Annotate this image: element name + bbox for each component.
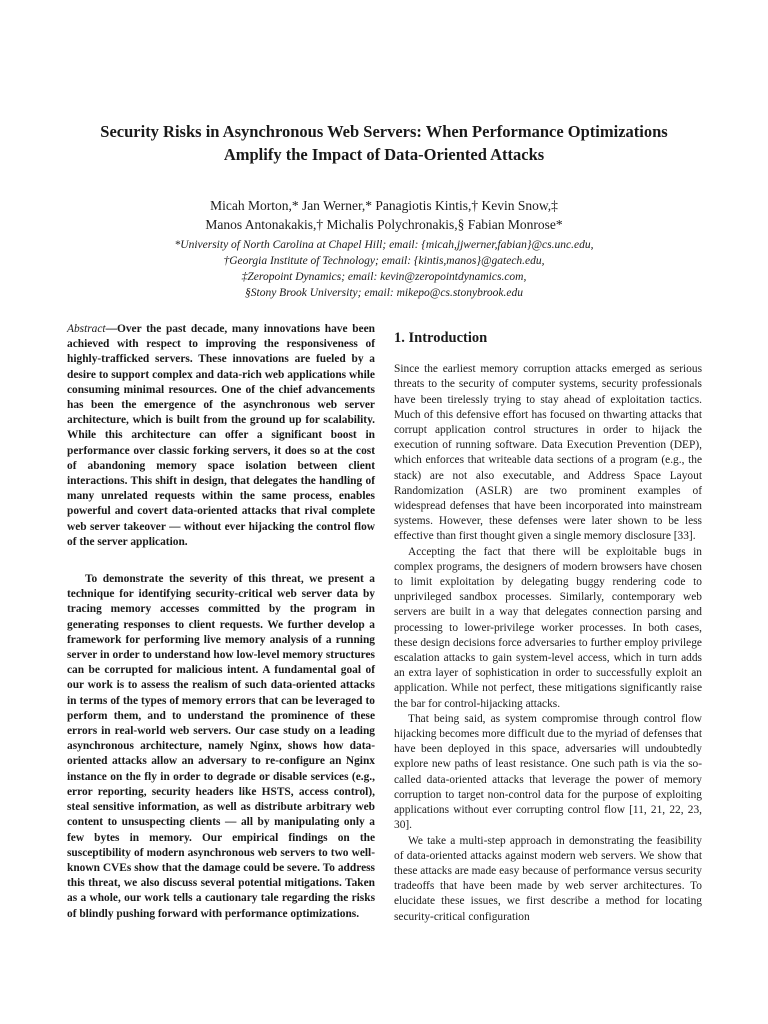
paper-title (60, 120, 708, 166)
affiliation-zeropoint: ‡Zeropoint Dynamics; email: kevin@zeropointdynamics.com, (241, 271, 527, 283)
intro-paragraph-2: Accepting the fact that there will be exploitable bugs in complex programs, the designers of modern browsers have chosen to limit exploitation by delegating buggy rendering code to unprivileged sandbox processes. Similarly, contemporary web servers are built in a way that delegates connection parsing and processing to lower-privilege worker processes. In both cases, these design decisions force adversaries to further employ privilege escalation attacks to gain system-level access, which in turn adds an extra layer of sophistication in order to successfully exploit an application. While not perfect, these mitigations significantly raise the bar for control-hijacking attacks. (394, 545, 702, 710)
abstract-text-1: —Over the past decade, many innovations have been achieved with respect to improving the responsiveness of highly-trafficked servers. These innovations are fueled by a desire to support complex and data-rich web applications while consuming minimal resources. One of the chief advancements has been the emergence of the asynchronous web server architecture, which is built from the ground up for scalability. While this architecture can offer a significant boost in performance over classic forking servers, it does so at the cost of abandoning memory space isolation between client interactions. This shift in design, that delegates the handling of many unrelated requests within the same process, enables powerful and covert data-oriented attacks that rival complete web server takeover — without ever hijacking the control flow of the server application. (67, 323, 375, 548)
authors-line-1: Micah Morton,* Jan Werner,* Panagiotis Kintis,† Kevin Snow,‡ (210, 198, 558, 213)
abstract-paragraph-2: To demonstrate the severity of this threat, we present a technique for identifying security-critical web server data by tracing memory accesses committed by the program in generating responses to client requests. We further develop a framework for performing live memory analysis of a running server in order to understand how low-level memory structures can be corrupted for malicious intent. A fundamental goal of our work is to assess the realism of such data-oriented attacks in terms of the types of memory errors that can be leveraged to perform them, and to understand the prominence of these errors in real-world web servers. Our case study on a leading asynchronous architecture, namely Nginx, shows how data-oriented attacks allow an adversary to re-configure an Nginx instance on the fly in order to degrade or disable services (e.g., error reporting, security headers like HSTS, access control), steal sensitive information, as well as distribute arbitrary web content to unsuspecting clients — all by manipulating only a few bytes in memory. Our empirical findings on the susceptibility of modern asynchronous web servers to two well-known CVEs show that the damage could be severe. To address this threat, we also discuss several potential mitigations. Taken as a whole, our work tells a cautionary tale regarding the risks of blindly pushing forward with performance optimizations. (67, 573, 375, 920)
intro-paragraph-1: Since the earliest memory corruption attacks emerged as serious threats to the security of computer systems, security professionals have been tirelessly trying to stay ahead of exploitation tactics. Much of this defensive effort has focused on thwarting attacks that corrupt application control structures in order to hijack the execution of running software. Data Execution Prevention (DEP), which enforces that writeable data sections of a program (e.g., the stack) are not also executable, and Address Space Layout Randomization (ASLR) are two prominent examples of widespread defenses that have been incorporated into mainstream systems. However, these defenses were later shown to be less effective than first thought given a single memory disclosure [33]. (394, 363, 702, 543)
intro-paragraph-4: We take a multi-step approach in demonstrating the feasibility of data-oriented attacks against modern web servers. We show that these attacks are made easy because of performance versus security tradeoffs that have been made by web server architectures. To elucidate these issues, we first describe a method for locating security-critical configuration (394, 834, 702, 923)
authors-line-2: Manos Antonakakis,† Michalis Polychronakis,§ Fabian Monrose* (205, 216, 563, 232)
abstract-label: Abstract (67, 323, 106, 335)
affiliations (60, 237, 708, 301)
affiliation-unc: *University of North Carolina at Chapel Hill; email: {micah,jjwerner,fabian}@cs.unc.edu, (174, 239, 594, 251)
section-heading-introduction: 1. Introduction (394, 330, 488, 346)
affiliation-gatech: †Georgia Institute of Technology; email: {kintis,manos}@gatech.edu, (223, 255, 545, 267)
title-line-1: Security Risks in Asynchronous Web Servers: When Performance Optimizations (100, 122, 668, 141)
intro-paragraph-3: That being said, as system compromise through control flow hijacking becomes more difficult due to the myriad of defenses that have been deployed in this space, adversaries will undoubtedly explore new paths of least resistance. One such path is via the so-called data-oriented attacks that leverage the power of memory corruption to target non-control data for the purpose of exploiting applications without ever corrupting control flow [11, 21, 22, 23, 30]. (394, 712, 702, 832)
abstract-column (67, 322, 375, 922)
affiliation-stonybrook: §Stony Brook University; email: mikepo@cs.stonybrook.edu (245, 287, 523, 299)
abstract-paragraph-1 (67, 322, 375, 550)
introduction-column (394, 322, 702, 925)
author-list (60, 197, 708, 234)
title-line-2: Amplify the Impact of Data-Oriented Attacks (223, 145, 545, 164)
